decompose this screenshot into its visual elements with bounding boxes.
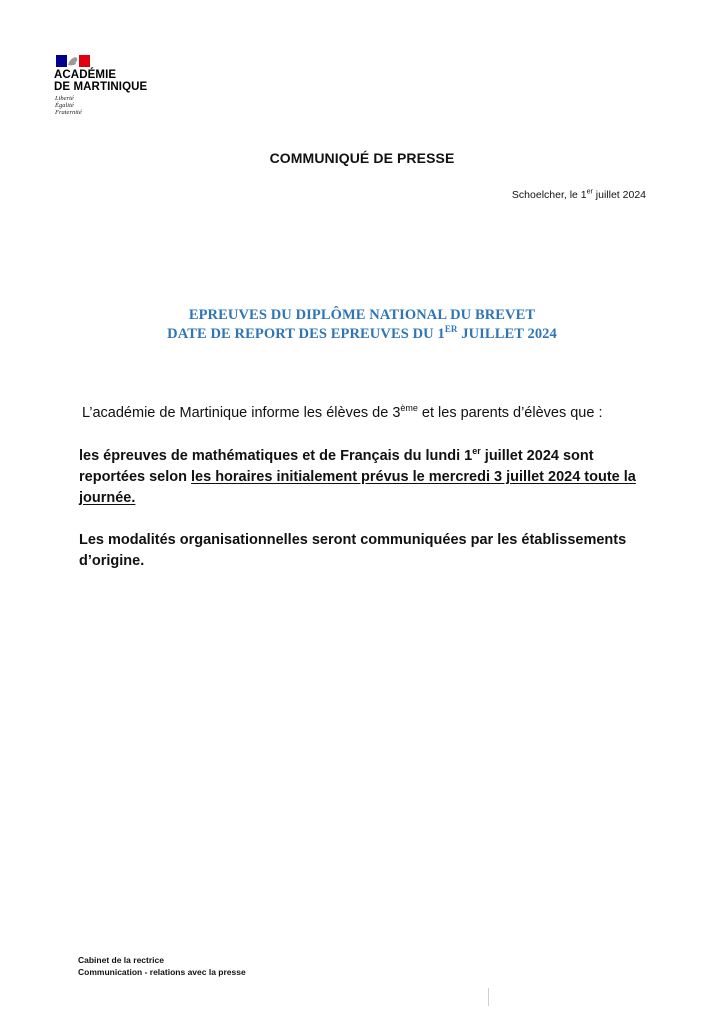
page-edge-divider: [488, 988, 489, 1006]
announcement-ordinal: er: [472, 446, 481, 457]
intro-suffix: et les parents d’élèves que :: [417, 405, 603, 421]
marianne-flag-icon: [56, 55, 90, 67]
academie-logo: [54, 55, 194, 125]
modalities-paragraph: Les modalités organisationnelles seront communiquées par les établissements d’origine.: [79, 532, 627, 569]
announcement-part-a: les épreuves de mathématiques et de Français du lundi 1: [79, 448, 473, 464]
footer-communication: Communication - relations avec la presse: [78, 967, 246, 977]
date-line: [512, 189, 646, 201]
motto-fraternite: Fraternité: [55, 109, 82, 116]
motto-liberte: Liberté: [55, 95, 74, 102]
intro-ordinal: ème: [400, 403, 418, 414]
logo-text-martinique: DE MARTINIQUE: [54, 81, 148, 93]
title-line-2-prefix: DATE DE REPORT DES EPREUVES DU 1: [167, 326, 445, 342]
announcement-underlined: les horaires initialement prévus le mercredi 3 juillet 2024 toute la journée.: [79, 469, 636, 506]
title-line-2-ordinal: ER: [444, 324, 458, 335]
motto-egalite: Égalité: [55, 102, 74, 109]
title-line-1: EPREUVES DU DIPLÔME NATIONAL DU BREVET: [188, 307, 536, 323]
announcement-paragraph: [79, 446, 649, 509]
title-line-2: [0, 326, 724, 343]
date-prefix: Schoelcher, le 1: [511, 189, 587, 201]
footer-cabinet: Cabinet de la rectrice: [78, 955, 164, 965]
logo-text-academie: ACADÉMIE: [54, 69, 117, 81]
date-ordinal: er: [586, 188, 593, 196]
announcement-part-b: juillet 2024 sont reportées selon: [79, 448, 594, 485]
date-suffix: juillet 2024: [592, 189, 646, 201]
press-release-heading: COMMUNIQUÉ DE PRESSE: [269, 150, 455, 166]
intro-prefix: L’académie de Martinique informe les élèves de 3: [82, 405, 401, 421]
title-line-2-suffix: JUILLET 2024: [457, 326, 557, 342]
intro-text: [82, 405, 603, 421]
